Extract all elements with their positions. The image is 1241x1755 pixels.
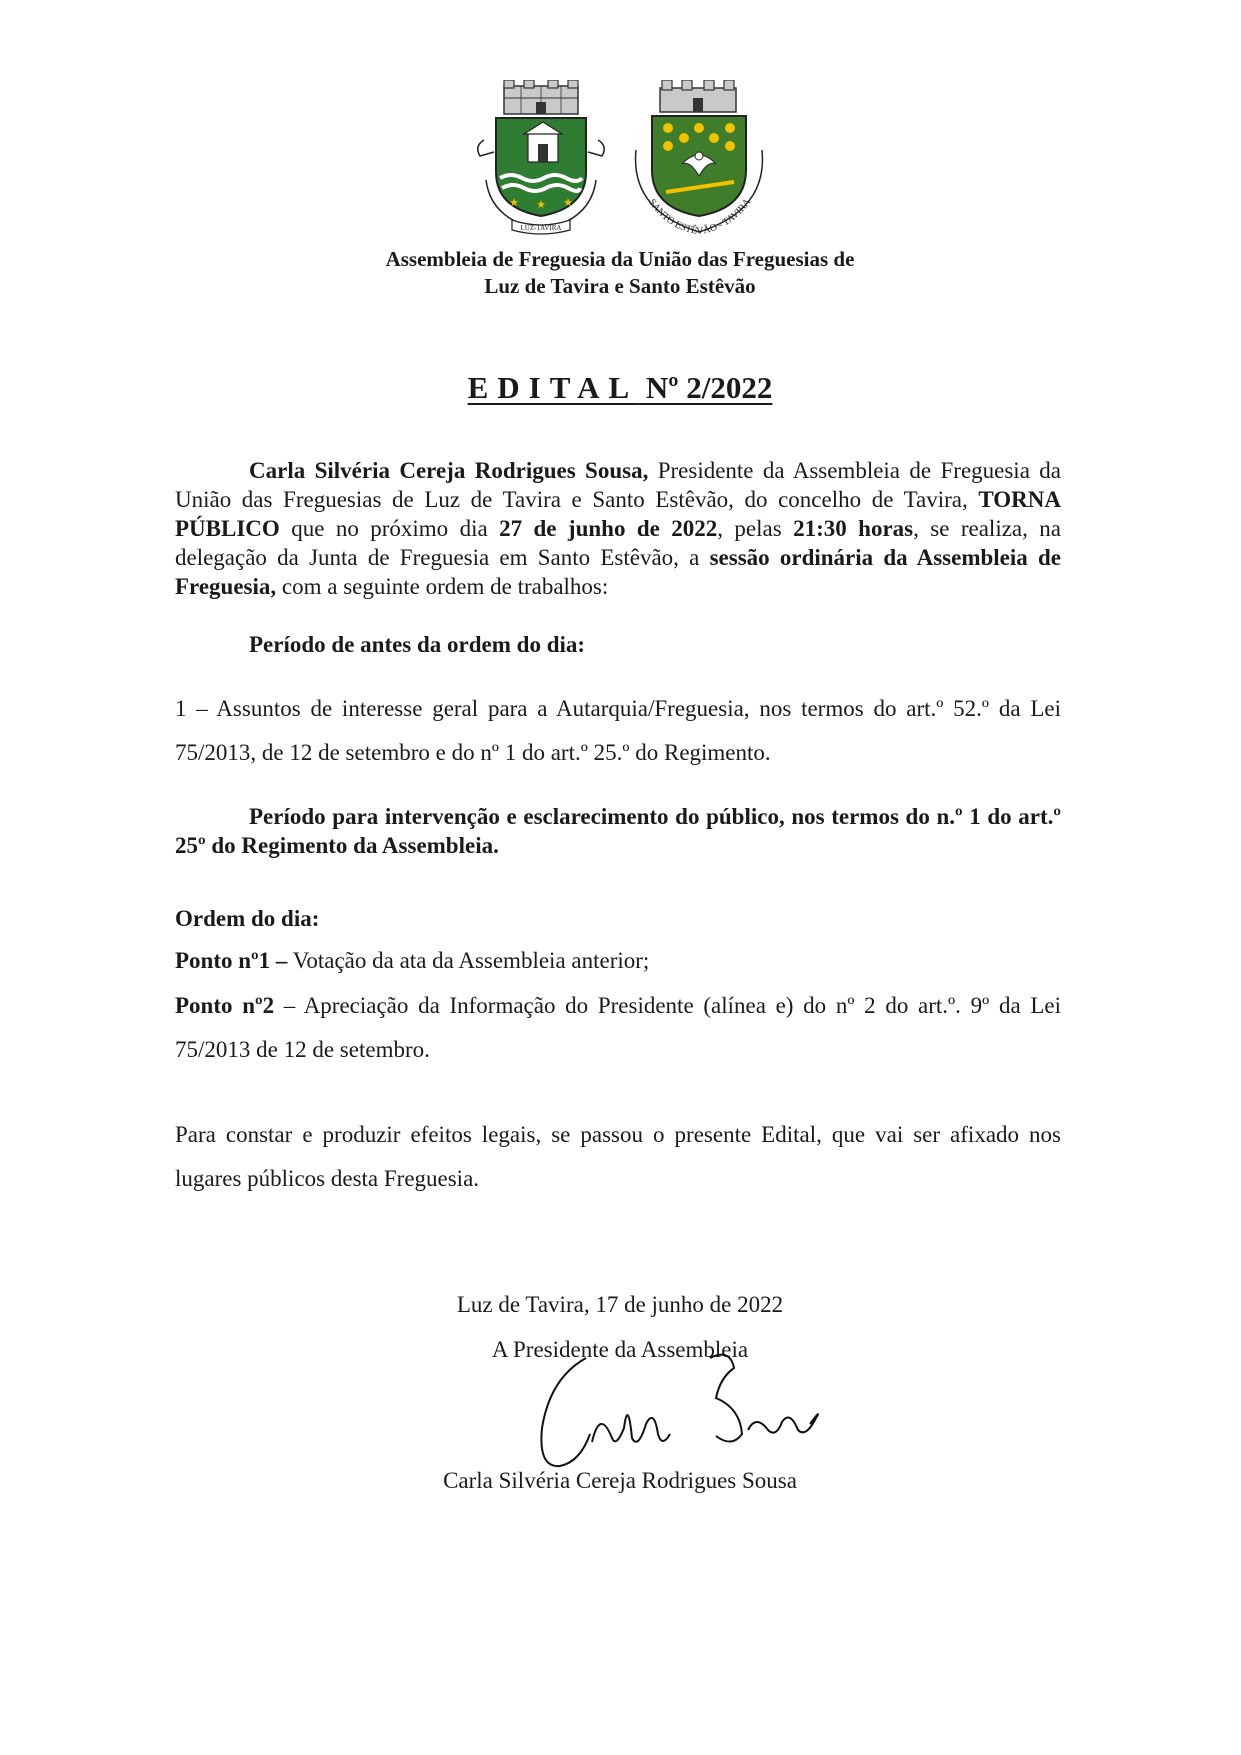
assembly-header bbox=[300, 246, 940, 300]
crests-group bbox=[466, 80, 776, 240]
header-line-1: Assembleia de Freguesia da União das Freguesias de bbox=[385, 247, 855, 271]
ponto-1-text: Votação da ata da Assembleia anterior; bbox=[287, 948, 650, 973]
svg-text:★: ★ bbox=[536, 199, 546, 211]
svg-text:★: ★ bbox=[509, 197, 519, 209]
place-date: Luz de Tavira, 17 de junho de 2022 bbox=[456, 1292, 784, 1317]
svg-text:★: ★ bbox=[563, 197, 573, 209]
signatory-name: Carla Silvéria Cereja Rodrigues Sousa bbox=[443, 1468, 797, 1493]
ponto-1-label: Ponto nº1 – bbox=[175, 948, 288, 973]
ponto-1 bbox=[175, 946, 1061, 976]
edital-title bbox=[300, 370, 940, 406]
torna-publico: TORNA PÚBLICO bbox=[175, 487, 1061, 541]
intro-text-1: Presidente da Assembleia de Freguesia da União das Freguesias de Luz de Tavira e Santo Estêvão, do concelho de Tavira, bbox=[175, 458, 1061, 512]
signatory-role: A Presidente da Assembleia bbox=[491, 1337, 749, 1362]
svg-text:LUZ-TAVIRA: LUZ-TAVIRA bbox=[520, 224, 562, 232]
session-type: sessão ordinária da Assembleia de Freguesia, bbox=[175, 545, 1061, 599]
header-line-2: Luz de Tavira e Santo Estêvão bbox=[484, 274, 756, 298]
antes-heading bbox=[175, 630, 1061, 660]
edital-title-number: Nº 2/2022 bbox=[645, 370, 773, 405]
intervencao-paragraph: Período para intervenção e esclarecimento do público, nos termos do n.º 1 do art.º 25º do Regimento da Assembleia. bbox=[175, 804, 1061, 858]
svg-text:SANTO ESTÊVÃO - TAVIRA: SANTO ESTÊVÃO - TAVIRA bbox=[646, 196, 754, 238]
intro-text-4: , se realiza, na delegação da Junta de Freguesia em Santo Estêvão, a bbox=[175, 516, 1061, 570]
crest-santo-estevao-icon bbox=[622, 80, 778, 238]
handwritten-signature-icon bbox=[520, 1338, 830, 1478]
antes-item-1: 1 – Assuntos de interesse geral para a Autarquia/Freguesia, nos termos do art.º 52.º da Lei 75/2013, de 12 de setembro e do nº 1 do art.º 25.º do Regimento. bbox=[175, 696, 1061, 765]
president-name: Carla Silvéria Cereja Rodrigues Sousa, bbox=[249, 458, 649, 483]
intro-paragraph bbox=[175, 456, 1061, 601]
ponto-2-text: – Apreciação da Informação do Presidente (alínea e) do nº 2 do art.º. 9º da Lei 75/2013 de 12 de setembro. bbox=[175, 993, 1061, 1062]
crest-luz-tavira-icon bbox=[466, 80, 616, 238]
intro-text-5: com a seguinte ordem de trabalhos: bbox=[276, 574, 609, 599]
intro-text-3: , pelas bbox=[717, 516, 794, 541]
edital-title-word: EDITAL bbox=[467, 370, 639, 405]
ponto-2-label: Ponto nº2 bbox=[175, 993, 275, 1018]
ponto-2 bbox=[175, 984, 1061, 1072]
closing-paragraph: Para constar e produzir efeitos legais, se passou o presente Edital, que vai ser afixado nos lugares públicos desta Freguesia. bbox=[175, 1122, 1061, 1191]
intro-text-2: que no próximo dia bbox=[279, 516, 500, 541]
ordem-heading: Ordem do dia: bbox=[175, 906, 320, 931]
session-date: 27 de junho de 2022 bbox=[499, 516, 718, 541]
antes-heading-text: Período de antes da ordem do dia: bbox=[249, 632, 586, 657]
session-time: 21:30 horas bbox=[793, 516, 914, 541]
